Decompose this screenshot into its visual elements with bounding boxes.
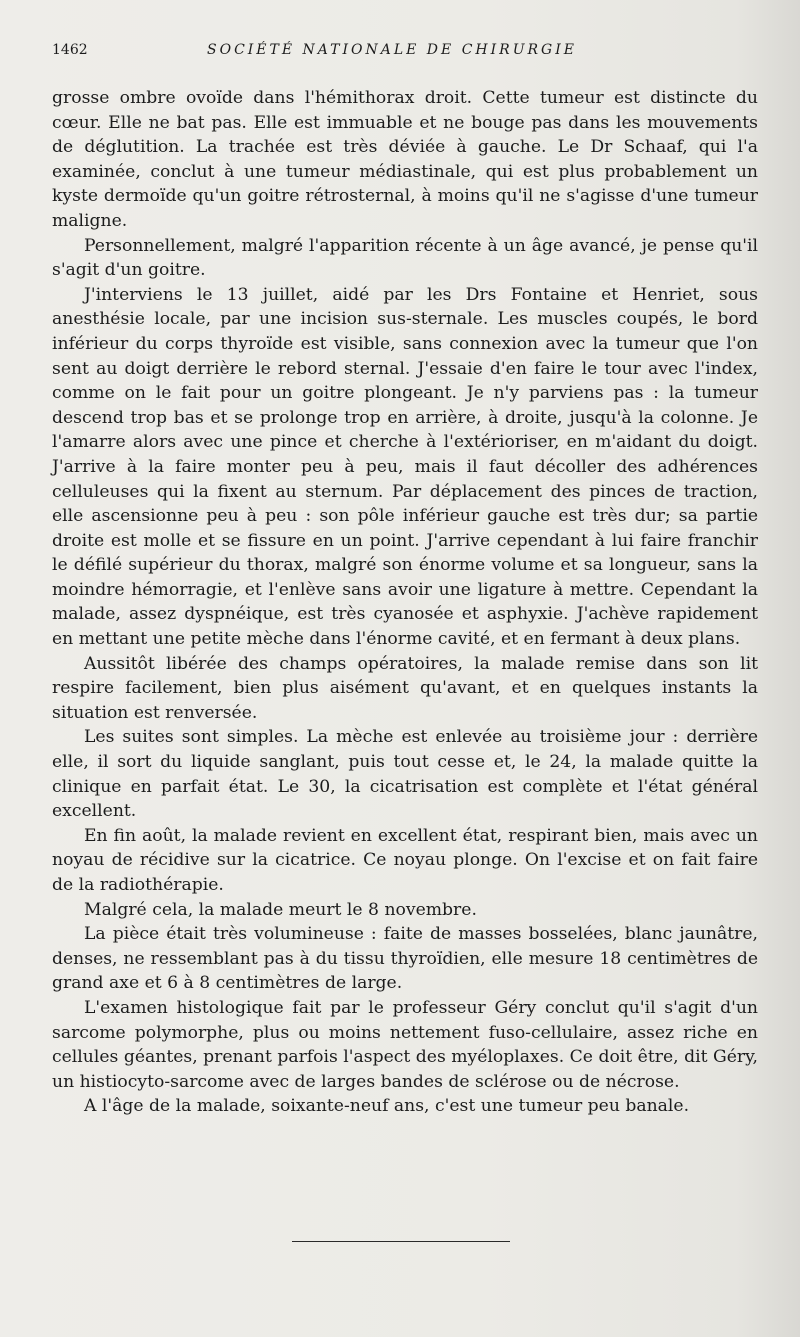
paragraph-histology: L'examen histologique fait par le professeur Géry conclut qu'il s'agit d'un sarcome polymorphe, plus ou moins nettement fuso-cellulaire, assez riche en cellules géantes, prenant parfois l'aspect des myéloplaxes. Ce doit être, dit Géry, un histiocyto-sarcome avec de larges bandes de sclérose ou de nécrose. bbox=[52, 997, 758, 1092]
paragraph-death: Malgré cela, la malade meurt le 8 novembre. bbox=[84, 899, 477, 920]
journal-title: SOCIÉTÉ NATIONALE DE CHIRURGIE bbox=[207, 42, 577, 58]
paragraph-operation: J'interviens le 13 juillet, aidé par les Drs Fontaine et Henriet, sous anesthésie locale, par une incision sus-sternale. Les muscles coupés, le bord inférieur du corps thyroïde est visible, sans connexion avec la tumeur que l'on sent au doigt derrière le rebord sternal. J'essaie d'en faire le tour avec l'index, comme on le fait pour un goitre plongeant. Je n'y parviens pas : la tumeur descend trop bas et se prolonge trop en arrière, à droite, jusqu'à la colonne. Je l'amarre alors avec une pince et cherche à l'extérioriser, en m'aidant du doigt. J'arrive à la faire monter peu à peu, mais il faut décoller des adhérences celluleuses qui la fixent au sternum. Par déplacement des pinces de traction, elle ascensionne peu à peu : son pôle inférieur gauche est très dur; sa partie droite est molle et se fissure en un point. J'arrive cependant à lui faire franchir le défilé supérieur du thorax, malgré son énorme volume et sa longueur, sans la moindre hémorragie, et l'enlève sans avoir une ligature à mettre. Cependant la malade, assez dyspnéique, est très cyanosée et asphyxie. J'achève rapidement en mettant une petite mèche dans l'énorme cavité, et en fermant à deux plans. bbox=[52, 284, 758, 650]
page-number: 1462 bbox=[52, 42, 88, 58]
paragraph-conclusion: A l'âge de la malade, soixante-neuf ans, c'est une tumeur peu banale. bbox=[84, 1096, 690, 1117]
paragraph-specimen: La pièce était très volumineuse : faite de masses bosselées, blanc jaunâtre, denses, ne ressemblant pas à du tissu thyroïdien, elle mesure 18 centimètres de grand axe et 6 à 8 centimètres de large. bbox=[52, 924, 758, 994]
paragraph-opinion: Personnellement, malgré l'apparition récente à un âge avancé, je pense qu'il s'agit d'un goitre. bbox=[52, 235, 758, 281]
paragraph-follow-up: Les suites sont simples. La mèche est enlevée au troisième jour : derrière elle, il sort du liquide sanglant, puis tout cesse et, le 24, la malade quitte la clinique en parfait état. Le 30, la cicatrisation est complète et l'état général excellent. bbox=[52, 727, 758, 822]
section-end-rule bbox=[292, 1241, 510, 1242]
paragraph-recurrence: En fin août, la malade revient en excellent état, respirant bien, mais avec un noyau de récidive sur la cicatrice. Ce noyau plonge. On l'excise et on fait faire de la radiothérapie. bbox=[52, 825, 758, 895]
paragraph-continuation: grosse ombre ovoïde dans l'hémithorax droit. Cette tumeur est distincte du cœur. Elle ne bat pas. Elle est immuable et ne bouge pas dans les mouvements de déglutition. La trachée est très déviée à gauche. Le Dr Schaaf, qui l'a examinée, conclut à une tumeur médiastinale, qui est plus probablement un kyste dermoïde qu'un goitre rétrosternal, à moins qu'il ne s'agisse d'une tumeur maligne. bbox=[52, 88, 758, 231]
running-head bbox=[52, 36, 758, 68]
body-text bbox=[52, 86, 758, 1119]
paragraph-recovery: Aussitôt libérée des champs opératoires, la malade remise dans son lit respire facilement, bien plus aisément qu'avant, et en quelques instants la situation est renversée. bbox=[52, 653, 758, 723]
